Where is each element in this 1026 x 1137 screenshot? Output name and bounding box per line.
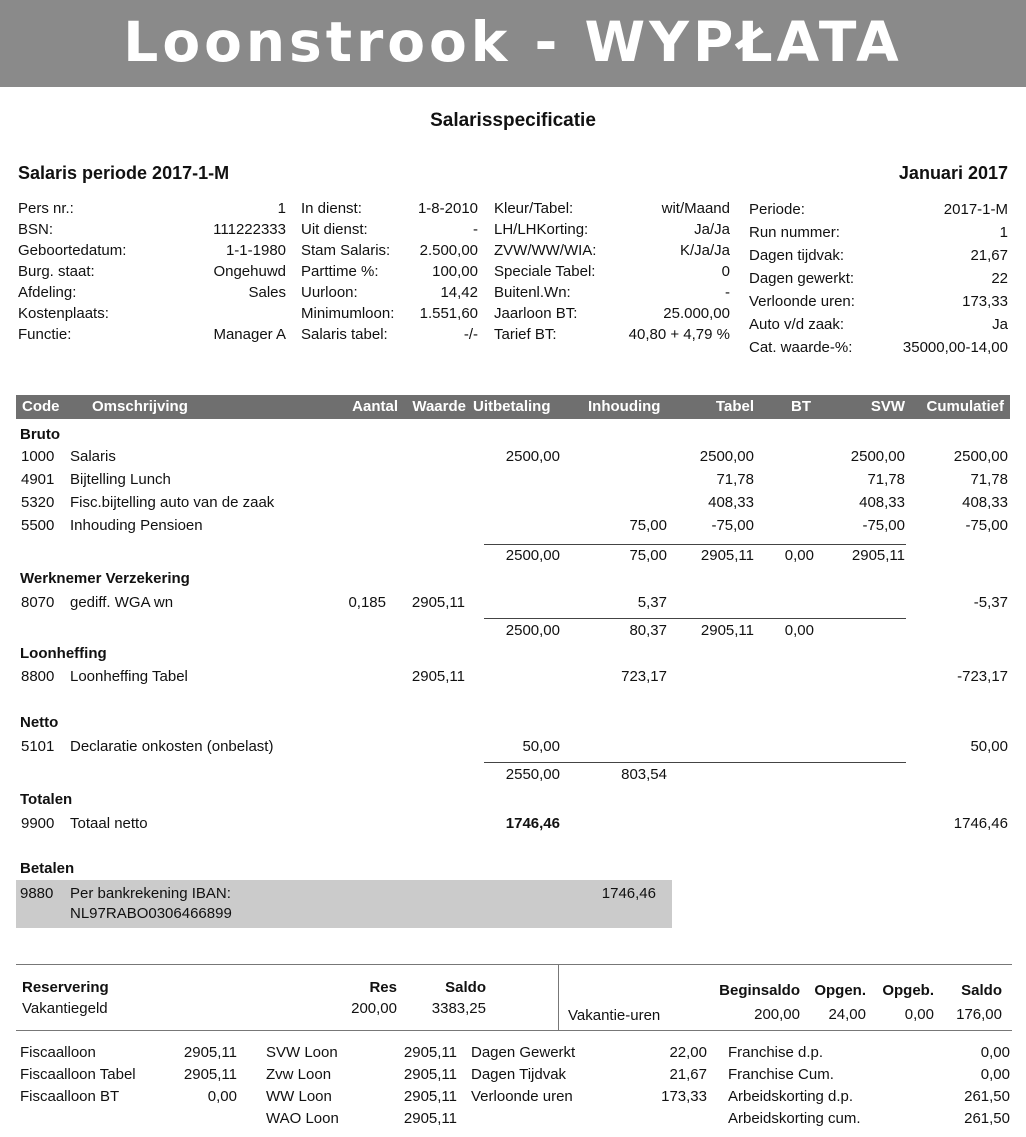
info-row: Run nummer: 1 bbox=[749, 224, 1008, 241]
cell-desc: Inhouding Pensioen bbox=[70, 517, 203, 534]
cell-uit: 2500,00 bbox=[505, 622, 560, 639]
discount-summary bbox=[728, 1042, 1010, 1130]
employee-info bbox=[18, 198, 286, 345]
cell-tabel: -75,00 bbox=[711, 517, 754, 534]
info-row: Functie: Manager A bbox=[18, 326, 286, 343]
cell-uit: 2500,00 bbox=[505, 448, 560, 465]
cell-inh: 80,37 bbox=[629, 622, 667, 639]
payment-row bbox=[16, 880, 672, 928]
info-row: Parttime %: 100,00 bbox=[301, 263, 478, 280]
info-row: Kostenplaats: bbox=[18, 305, 109, 322]
document-title: Salarisspecificatie bbox=[430, 110, 596, 131]
summary-row: Franchise d.p. 0,00 bbox=[728, 1044, 1010, 1061]
cell-uit: 50,00 bbox=[522, 738, 560, 755]
vacation-saldo-value: 176,00 bbox=[956, 1006, 1002, 1023]
info-row: Speciale Tabel: 0 bbox=[494, 263, 730, 280]
cell-inh: 5,37 bbox=[637, 594, 667, 611]
info-row: Uit dienst: - bbox=[301, 221, 478, 238]
info-row: Pers nr.: 1 bbox=[18, 200, 286, 217]
cell-code: 8070 bbox=[21, 594, 55, 611]
summary-row: WW Loon 2905,11 bbox=[266, 1088, 457, 1105]
cell-desc: gediff. WGA wn bbox=[70, 594, 174, 611]
section-betalen: Betalen bbox=[20, 860, 75, 877]
header-cumulatief: Cumulatief bbox=[926, 398, 1004, 415]
summary-row: Fiscaalloon 2905,11 bbox=[20, 1044, 237, 1061]
cell-code: 9900 bbox=[21, 815, 55, 832]
vacation-opgen-header: Opgen. bbox=[814, 982, 866, 999]
cell-code: 1000 bbox=[21, 448, 55, 465]
cell-svw: 2500,00 bbox=[850, 448, 905, 465]
cell-svw: 71,78 bbox=[867, 471, 905, 488]
info-row: Auto v/d zaak: Ja bbox=[749, 316, 1008, 333]
vacation-hours-label: Vakantie-uren bbox=[568, 1007, 661, 1024]
summary-row: Verloonde uren 173,33 bbox=[471, 1088, 707, 1105]
cell-code: 5320 bbox=[21, 494, 55, 511]
subtotal-line bbox=[484, 762, 906, 763]
cell-cum: -723,17 bbox=[957, 668, 1008, 685]
period-info bbox=[749, 198, 1008, 359]
payment-amount: 1746,46 bbox=[601, 885, 656, 902]
header-bt: BT bbox=[791, 398, 811, 415]
reservation-res-value: 200,00 bbox=[351, 1000, 397, 1017]
info-row: Jaarloon BT: 25.000,00 bbox=[494, 305, 730, 322]
info-row: Verloonde uren: 173,33 bbox=[749, 293, 1008, 310]
cell-cum: 71,78 bbox=[970, 471, 1008, 488]
reservation-header: Reservering bbox=[22, 979, 109, 996]
header-waarde: Waarde bbox=[412, 398, 466, 415]
cell-cum: 1746,46 bbox=[953, 815, 1008, 832]
summary-row: SVW Loon 2905,11 bbox=[266, 1044, 457, 1061]
days-summary bbox=[471, 1042, 707, 1108]
info-row: Salaris tabel: -/- bbox=[301, 326, 478, 343]
info-row: Burg. staat: Ongehuwd bbox=[18, 263, 286, 280]
cell-inh: 75,00 bbox=[629, 547, 667, 564]
reservation-bottom-border bbox=[16, 1030, 1012, 1031]
vacation-begin-header: Beginsaldo bbox=[719, 982, 800, 999]
cell-desc: Bijtelling Lunch bbox=[70, 471, 171, 488]
info-row: In dienst: 1-8-2010 bbox=[301, 200, 478, 217]
info-row: Kleur/Tabel: wit/Maand bbox=[494, 200, 730, 217]
page-title: Loonstrook - WYPŁATA bbox=[123, 10, 903, 74]
header-uitbetaling: Uitbetaling bbox=[473, 398, 551, 415]
reservation-res-header: Res bbox=[369, 979, 397, 996]
payment-iban: NL97RABO0306466899 bbox=[70, 905, 232, 922]
info-row: Tarief BT: 40,80 + 4,79 % bbox=[494, 326, 730, 343]
section-loonheffing: Loonheffing bbox=[20, 645, 107, 662]
info-row: BSN: 111222333 bbox=[18, 221, 286, 238]
reservation-item: Vakantiegeld bbox=[22, 1000, 108, 1017]
info-row: Dagen tijdvak: 21,67 bbox=[749, 247, 1008, 264]
section-werknemer-verzekering: Werknemer Verzekering bbox=[20, 570, 190, 587]
info-row: Geboortedatum: 1-1-1980 bbox=[18, 242, 286, 259]
cell-inh: 723,17 bbox=[621, 668, 667, 685]
title-banner bbox=[0, 0, 1026, 87]
cell-tabel: 2500,00 bbox=[699, 448, 754, 465]
cell-waarde: 2905,11 bbox=[411, 668, 465, 685]
cell-uit: 2550,00 bbox=[505, 766, 560, 783]
cell-desc: Fisc.bijtelling auto van de zaak bbox=[70, 494, 275, 511]
info-row: Cat. waarde-%: 35000,00-14,00 bbox=[749, 339, 1008, 356]
info-row: Periode: 2017-1-M bbox=[749, 201, 1008, 218]
section-bruto: Bruto bbox=[20, 426, 60, 443]
cell-svw: 408,33 bbox=[859, 494, 905, 511]
section-totalen: Totalen bbox=[20, 791, 73, 808]
cell-cum: 50,00 bbox=[970, 738, 1008, 755]
cell-cum: 2500,00 bbox=[953, 448, 1008, 465]
summary-row: Dagen Gewerkt 22,00 bbox=[471, 1044, 707, 1061]
cell-desc: Loonheffing Tabel bbox=[70, 668, 188, 685]
info-row: Buitenl.Wn: - bbox=[494, 284, 730, 301]
cell-bt: 0,00 bbox=[784, 547, 814, 564]
cell-code: 4901 bbox=[21, 471, 55, 488]
cell-cum: 408,33 bbox=[962, 494, 1008, 511]
cell-desc: Salaris bbox=[70, 448, 116, 465]
summary-row: Fiscaalloon BT 0,00 bbox=[20, 1088, 237, 1105]
info-row: Afdeling: Sales bbox=[18, 284, 286, 301]
cell-svw: 2905,11 bbox=[851, 547, 905, 564]
cell-tabel: 2905,11 bbox=[700, 622, 754, 639]
header-svw: SVW bbox=[870, 398, 905, 415]
summary-row: Fiscaalloon Tabel 2905,11 bbox=[20, 1066, 237, 1083]
cell-uit: 1746,46 bbox=[505, 815, 560, 832]
vacation-begin-value: 200,00 bbox=[754, 1006, 800, 1023]
cell-cum: -5,37 bbox=[973, 594, 1008, 611]
month-label: Januari 2017 bbox=[898, 163, 1008, 183]
insurance-wage-summary bbox=[266, 1042, 457, 1130]
header-inhouding: Inhouding bbox=[588, 398, 661, 415]
reservation-saldo-header: Saldo bbox=[445, 979, 486, 996]
header-tabel: Tabel bbox=[715, 398, 754, 415]
info-row: Minimumloon: 1.551,60 bbox=[301, 305, 478, 322]
cell-inh: 75,00 bbox=[629, 517, 667, 534]
vacation-opgen-value: 24,00 bbox=[828, 1006, 866, 1023]
info-row: LH/LHKorting: Ja/Ja bbox=[494, 221, 730, 238]
cell-waarde: 2905,11 bbox=[411, 594, 465, 611]
info-row: Dagen gewerkt: 22 bbox=[749, 270, 1008, 287]
summary-row: Dagen Tijdvak 21,67 bbox=[471, 1066, 707, 1083]
cell-code: 8800 bbox=[21, 668, 55, 685]
payment-description: Per bankrekening IBAN: bbox=[70, 885, 231, 902]
header-code: Code bbox=[22, 398, 60, 415]
cell-code: 5500 bbox=[21, 517, 55, 534]
salary-period-label: Salaris periode 2017-1-M bbox=[18, 163, 230, 183]
header-aantal: Aantal bbox=[352, 398, 398, 415]
info-row: ZVW/WW/WIA: K/Ja/Ja bbox=[494, 242, 730, 259]
cell-bt: 0,00 bbox=[784, 622, 814, 639]
cell-svw: -75,00 bbox=[862, 517, 905, 534]
cell-tabel: 2905,11 bbox=[700, 547, 754, 564]
cell-inh: 803,54 bbox=[621, 766, 667, 783]
summary-row: Zvw Loon 2905,11 bbox=[266, 1066, 457, 1083]
reservation-saldo-value: 3383,25 bbox=[431, 1000, 486, 1017]
payment-code: 9880 bbox=[20, 885, 54, 902]
header-omschrijving: Omschrijving bbox=[92, 398, 188, 415]
reservation-divider bbox=[558, 964, 559, 1030]
section-netto: Netto bbox=[20, 714, 59, 731]
info-row: Uurloon: 14,42 bbox=[301, 284, 478, 301]
summary-row: Franchise Cum. 0,00 bbox=[728, 1066, 1010, 1083]
vacation-saldo-header: Saldo bbox=[961, 982, 1002, 999]
cell-cum: -75,00 bbox=[965, 517, 1008, 534]
cell-tabel: 71,78 bbox=[716, 471, 754, 488]
salary-table-header bbox=[16, 395, 1010, 419]
summary-row: Arbeidskorting cum. 261,50 bbox=[728, 1110, 1010, 1127]
cell-code: 5101 bbox=[21, 738, 55, 755]
cell-desc: Totaal netto bbox=[70, 815, 148, 832]
employment-info bbox=[301, 198, 478, 345]
info-row: Stam Salaris: 2.500,00 bbox=[301, 242, 478, 259]
fiscal-wage-summary bbox=[20, 1042, 237, 1108]
cell-desc: Declaratie onkosten (onbelast) bbox=[70, 738, 274, 755]
cell-uit: 2500,00 bbox=[505, 547, 560, 564]
summary-row: WAO Loon 2905,11 bbox=[266, 1110, 457, 1127]
vacation-opgeb-header: Opgeb. bbox=[882, 982, 934, 999]
summary-row: Arbeidskorting d.p. 261,50 bbox=[728, 1088, 1010, 1105]
cell-aantal: 0,185 bbox=[348, 594, 386, 611]
tax-info bbox=[494, 198, 730, 345]
subtotal-line bbox=[484, 544, 906, 545]
cell-tabel: 408,33 bbox=[708, 494, 754, 511]
reservation-top-border bbox=[16, 964, 1012, 965]
vacation-opgeb-value: 0,00 bbox=[904, 1006, 934, 1023]
subtotal-line bbox=[484, 618, 906, 619]
